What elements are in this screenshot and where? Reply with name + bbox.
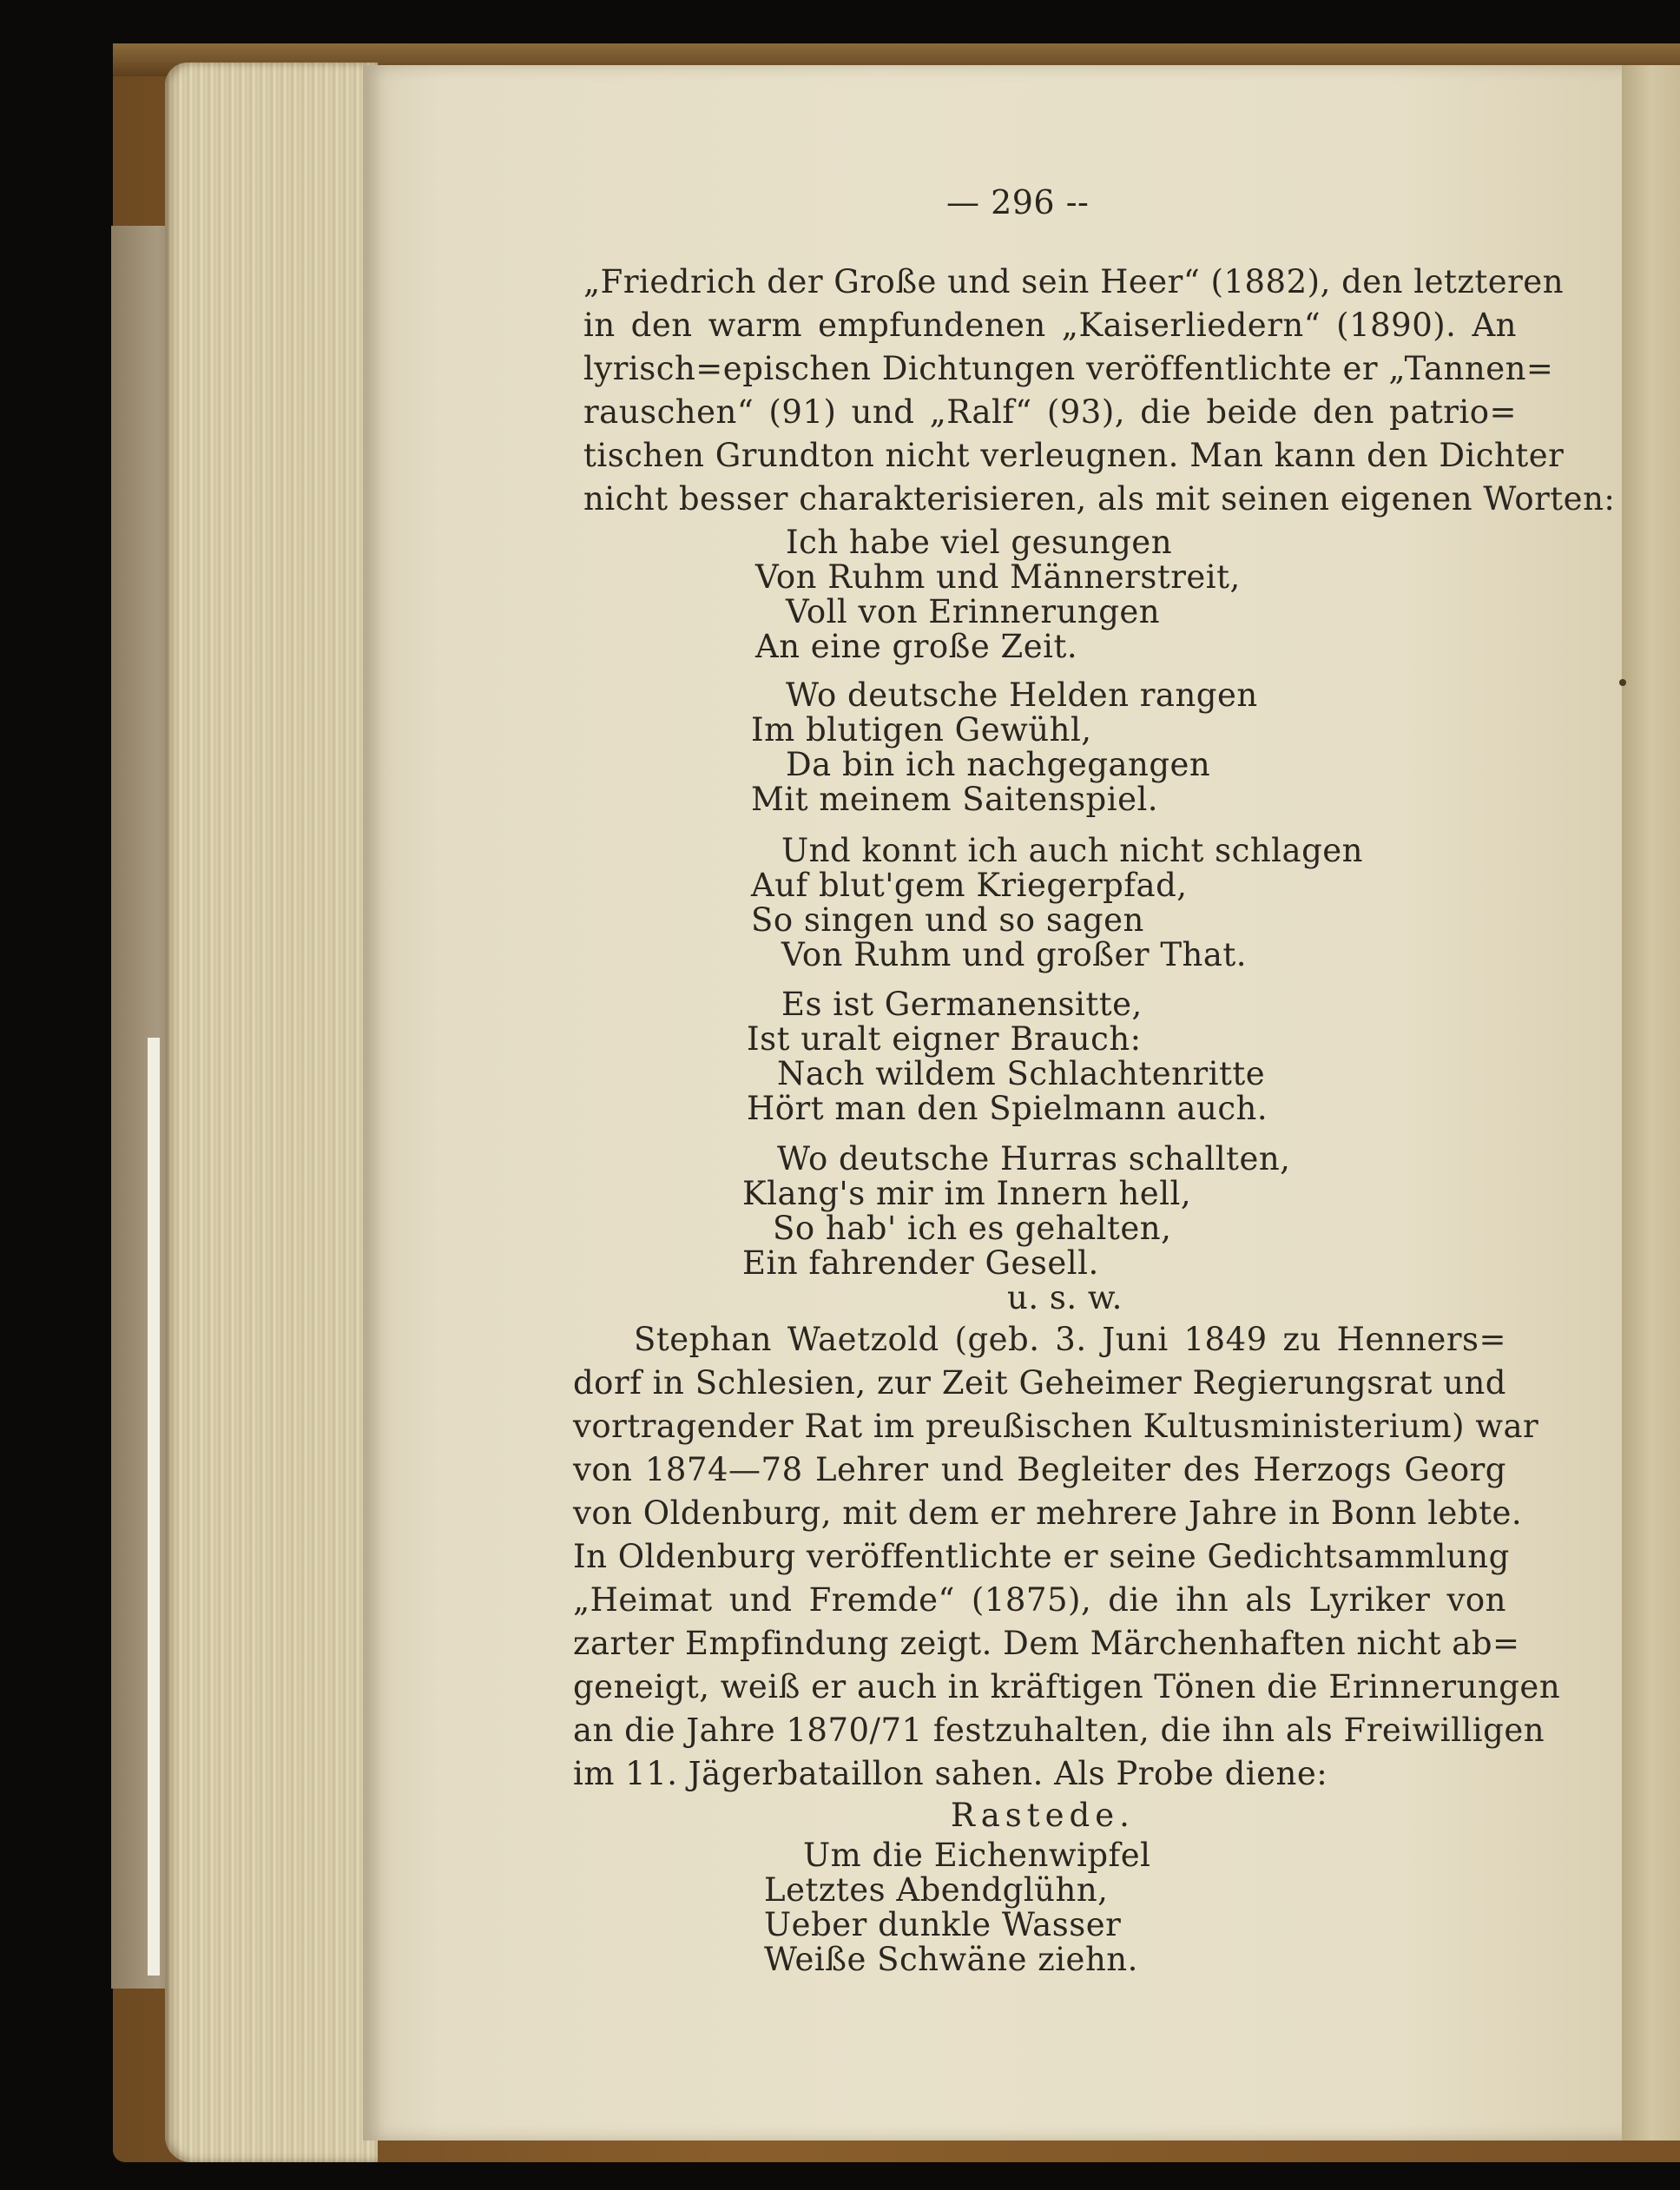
poem-line: So singen und so sagen <box>751 901 1144 939</box>
page-number: — 296 -- <box>946 183 1090 221</box>
poem-line: An eine große Zeit. <box>755 628 1078 665</box>
usw-line: u. s. w. <box>1007 1279 1123 1316</box>
poem-line: Hört man den Spielmann auch. <box>747 1090 1268 1127</box>
text-line: lyrisch=epischen Dichtungen veröffentlichte er „Tannen= <box>583 350 1554 387</box>
poem-line: Voll von Erinnerungen <box>786 593 1161 630</box>
text-line: nicht besser charakterisieren, als mit seinen eigenen Worten: <box>583 480 1616 518</box>
poem-line: Auf blut'gem Kriegerpfad, <box>751 867 1188 904</box>
text-line: rauschen“ (91) und „Ralf“ (93), die beide den patrio= <box>583 393 1517 431</box>
poem-line: Da bin ich nachgegangen <box>786 746 1211 783</box>
poem-line: Mit meinem Saitenspiel. <box>751 781 1159 818</box>
poem-line: Nach wildem Schlachtenritte <box>777 1055 1266 1092</box>
text-line: an die Jahre 1870/71 festzuhalten, die ihn als Freiwilligen <box>573 1712 1545 1749</box>
text-line: In Oldenburg veröffentlichte er seine Gedichtsammlung <box>573 1538 1510 1575</box>
text-line: dorf in Schlesien, zur Zeit Geheimer Regierungsrat und <box>573 1364 1506 1402</box>
text-line: vortragender Rat im preußischen Kultusministerium) war <box>573 1408 1539 1445</box>
poem-line: Letztes Abendglühn, <box>764 1871 1109 1909</box>
poem-line: Es ist Germanensitte, <box>781 986 1143 1023</box>
text-line: Stephan Waetzold (geb. 3. Juni 1849 zu Henners= <box>634 1321 1506 1358</box>
text-line: tischen Grundton nicht verleugnen. Man kann den Dichter <box>583 437 1565 474</box>
text-line: „Heimat und Fremde“ (1875), die ihn als Lyriker von <box>573 1581 1506 1619</box>
poem-line: So hab' ich es gehalten, <box>773 1210 1172 1247</box>
poem-line: Klang's mir im Innern hell, <box>742 1175 1192 1212</box>
poem-line: Ueber dunkle Wasser <box>764 1906 1122 1943</box>
poem-line: Ich habe viel gesungen <box>786 524 1173 561</box>
text-line: im 11. Jägerbataillon sahen. Als Probe diene: <box>573 1755 1328 1792</box>
text-line: in den warm empfundenen „Kaiserliedern“ (1890). An <box>583 307 1517 344</box>
poem-line: Weiße Schwäne ziehn. <box>764 1941 1138 1978</box>
text-line: „Friedrich der Große und sein Heer“ (1882), den letzteren <box>583 263 1565 300</box>
poem-line: Im blutigen Gewühl, <box>751 711 1092 749</box>
poem-line: Von Ruhm und großer That. <box>781 936 1248 973</box>
poem-line: Ein fahrender Gesell. <box>742 1244 1099 1282</box>
text-line: von 1874—78 Lehrer und Begleiter des Herzogs Georg <box>573 1451 1506 1488</box>
poem-title: Rastede. <box>951 1797 1135 1834</box>
poem-line: Um die Eichenwipfel <box>803 1837 1151 1874</box>
poem-line: Ist uralt eigner Brauch: <box>747 1020 1142 1058</box>
text-line: zarter Empfindung zeigt. Dem Märchenhaften nicht ab= <box>573 1625 1520 1662</box>
poem-line: Wo deutsche Helden rangen <box>786 676 1258 714</box>
poem-line: Von Ruhm und Männerstreit, <box>755 558 1241 596</box>
poem-line: Wo deutsche Hurras schallten, <box>777 1140 1291 1177</box>
text-line: geneigt, weiß er auch in kräftigen Tönen die Erinnerungen <box>573 1668 1561 1705</box>
text-line: von Oldenburg, mit dem er mehrere Jahre in Bonn lebte. <box>573 1494 1523 1532</box>
poem-line: Und konnt ich auch nicht schlagen <box>781 832 1363 869</box>
